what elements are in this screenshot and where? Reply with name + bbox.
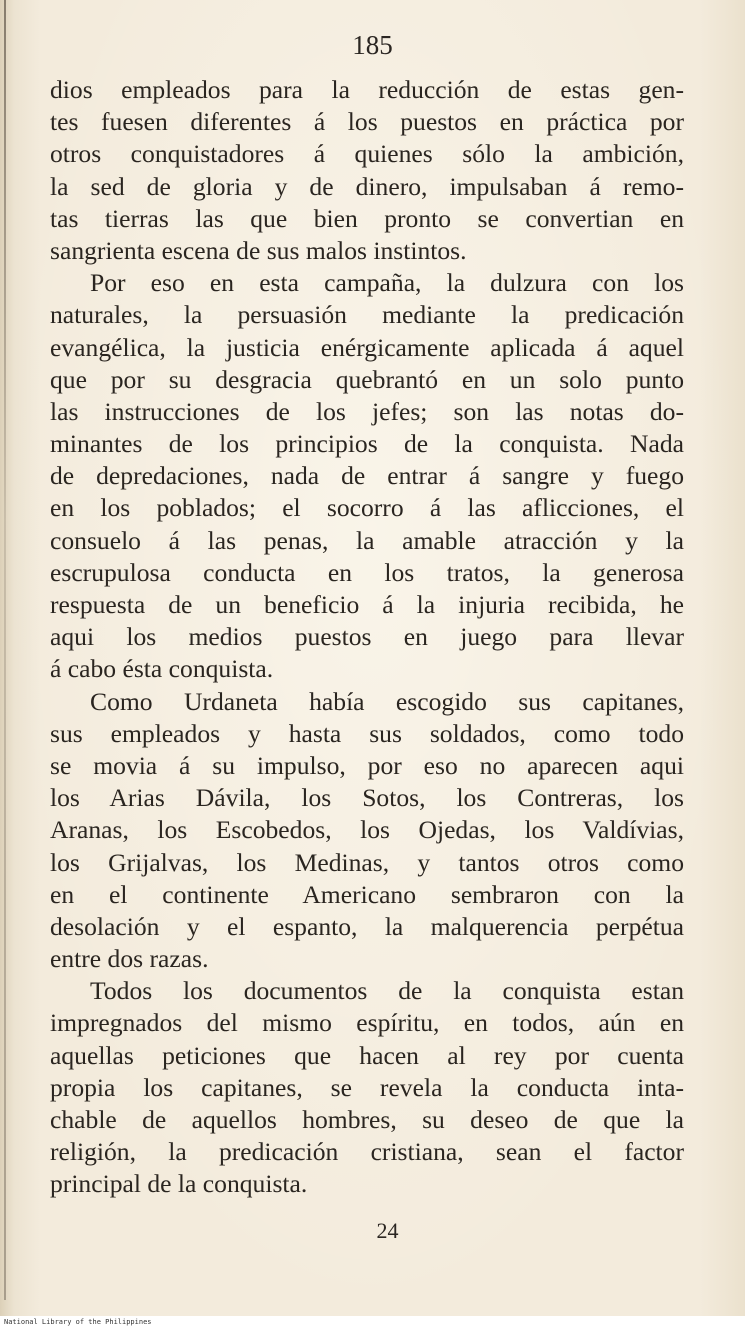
text-line: de depredaciones, nada de entrar á sangre y fuego bbox=[50, 461, 684, 491]
text-line: dios empleados para la reducción de estas gen- bbox=[50, 75, 684, 104]
text-line: á cabo ésta conquista. bbox=[50, 654, 274, 684]
text-line: chable de aquellos hombres, su deseo de que la bbox=[50, 1105, 684, 1134]
text-line: aquellas peticiones que hacen al rey por cuenta bbox=[50, 1040, 684, 1070]
text-line: propia los capitanes, se revela la conducta inta- bbox=[50, 1072, 684, 1102]
text-line: que por su desgracia quebrantó en un solo punto bbox=[50, 364, 684, 394]
page-number: 185 bbox=[352, 30, 393, 60]
text-line: en el continente Americano sembraron con la bbox=[50, 879, 684, 909]
text-line: minantes de los principios de la conquista. Nada bbox=[50, 429, 684, 459]
text-line: entre dos razas. bbox=[50, 944, 209, 974]
text-line: se movia á su impulso, por eso no aparecen aqui bbox=[50, 750, 684, 780]
text-line: Aranas, los Escobedos, los Ojedas, los Valdívias, bbox=[50, 815, 684, 845]
text-line: respuesta de un beneficio á la injuria recibida, he bbox=[50, 590, 684, 619]
text-line: sus empleados y hasta sus soldados, como todo bbox=[50, 718, 684, 748]
text-line: otros conquistadores á quienes sólo la ambición, bbox=[50, 139, 684, 169]
printer-signature-mark: 24 bbox=[376, 1218, 399, 1243]
library-credit: National Library of the Philippines bbox=[4, 1318, 152, 1326]
text-line: desolación y el espanto, la malquerencia perpétua bbox=[50, 911, 684, 941]
text-line: tes fuesen diferentes á los puestos en práctica por bbox=[50, 107, 684, 137]
text-line: Como Urdaneta había escogido sus capitanes, bbox=[90, 686, 684, 716]
text-line: aqui los medios puestos en juego para llevar bbox=[50, 622, 684, 652]
text-line: las instrucciones de los jefes; son las notas do- bbox=[50, 396, 684, 426]
text-line: consuelo á las penas, la amable atracción y la bbox=[50, 525, 684, 555]
text-line: naturales, la persuasión mediante la predicación bbox=[50, 300, 684, 330]
text-line: los Arias Dávila, los Sotos, los Contreras, los bbox=[50, 783, 684, 813]
text-line: los Grijalvas, los Medinas, y tantos otros como bbox=[50, 847, 684, 877]
text-line: tas tierras las que bien pronto se convertian en bbox=[50, 203, 684, 233]
text-line: religión, la predicación cristiana, sean el factor bbox=[50, 1137, 684, 1167]
text-line: evangélica, la justicia enérgicamente aplicada á aquel bbox=[50, 332, 684, 362]
text-line: Por eso en esta campaña, la dulzura con los bbox=[90, 268, 684, 298]
text-line: impregnados del mismo espíritu, en todos, aún en bbox=[50, 1008, 684, 1038]
text-line: escrupulosa conducta en los tratos, la generosa bbox=[50, 557, 684, 587]
text-line: Todos los documentos de la conquista estan bbox=[90, 976, 684, 1006]
text-line: sangrienta escena de sus malos instintos. bbox=[50, 235, 467, 265]
text-line: la sed de gloria y de dinero, impulsaban á remo- bbox=[50, 171, 684, 201]
binding-margin-shadow bbox=[4, 0, 6, 1300]
text-line: principal de la conquista. bbox=[50, 1169, 308, 1199]
body-text bbox=[50, 74, 684, 1201]
text-line: en los poblados; el socorro á las aflicciones, el bbox=[50, 493, 684, 523]
